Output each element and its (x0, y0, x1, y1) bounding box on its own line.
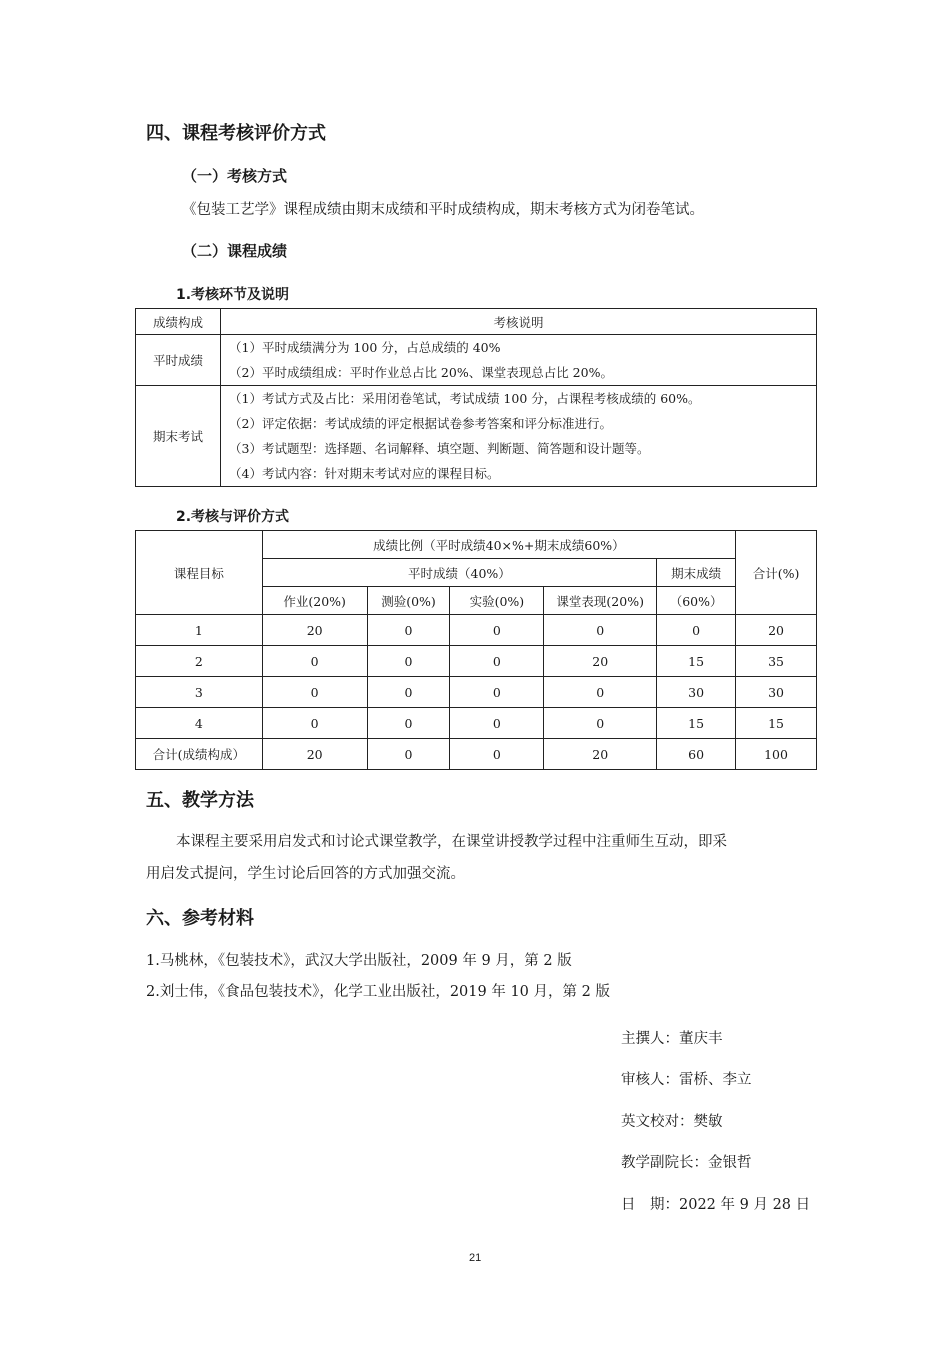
table1-header-description: 考核说明 (221, 309, 817, 335)
evaluation-table (135, 530, 817, 770)
subhead-quiz: 测验(0%) (367, 587, 450, 615)
desc-line: （2）评定依据：考试成绩的评定根据试卷参考答案和评分标准进行。 (229, 416, 612, 431)
head-final: 期末成绩 (657, 559, 736, 587)
cell: 30 (657, 677, 736, 708)
signoff-dean: 教学副院长：金银哲 (621, 1155, 752, 1171)
cell: 60 (657, 739, 736, 770)
assessment-table (135, 308, 817, 487)
desc-line: （4）考试内容：针对期末考试对应的课程目标。 (229, 466, 500, 481)
cell: 0 (544, 677, 657, 708)
head-final-pct: （60%） (657, 587, 736, 615)
cell: 0 (367, 615, 450, 646)
section4-title: 四、课程考核评价方式 (146, 123, 326, 144)
cell: 100 (736, 739, 817, 770)
desc-line: （3）考试题型：选择题、名词解释、填空题、判断题、简答题和设计题等。 (229, 441, 650, 456)
cell: 0 (450, 739, 544, 770)
table1-row-desc (221, 386, 817, 487)
desc-line: （1）平时成绩满分为 100 分，占总成绩的 40% (229, 340, 501, 355)
signoff-english: 英文校对：樊敏 (621, 1114, 723, 1130)
cell: 合计(成绩构成） (136, 739, 263, 770)
desc-line: （1）考试方式及占比：采用闭卷笔试，考试成绩 100 分，占课程考核成绩的 60%。 (229, 391, 701, 406)
table1-header-component: 成绩构成 (136, 309, 221, 335)
cell: 15 (657, 646, 736, 677)
signoff-author: 主撰人：董庆丰 (621, 1031, 723, 1047)
cell: 20 (544, 739, 657, 770)
table1-row-desc (221, 335, 817, 386)
table-row (136, 646, 817, 677)
cell: 0 (450, 708, 544, 739)
cell: 15 (736, 708, 817, 739)
head-usual: 平时成绩（40%） (262, 559, 656, 587)
cell: 20 (262, 615, 367, 646)
table1-row-name: 平时成绩 (136, 335, 221, 386)
cell: 0 (544, 615, 657, 646)
cell: 0 (450, 677, 544, 708)
cell: 4 (136, 708, 263, 739)
cell: 0 (367, 739, 450, 770)
desc-line: （2）平时成绩组成：平时作业总占比 20%、课堂表现总占比 20%。 (229, 365, 613, 380)
subhead-class: 课堂表现(20%) (544, 587, 657, 615)
page-number: 21 (469, 1252, 482, 1264)
sub2-title: （二）课程成绩 (182, 242, 288, 260)
head-goal: 课程目标 (136, 531, 263, 615)
cell: 0 (262, 677, 367, 708)
head-total: 合计(%) (736, 531, 817, 615)
section6-title: 六、参考材料 (146, 908, 254, 929)
cell: 0 (262, 646, 367, 677)
cell: 30 (736, 677, 817, 708)
cell: 0 (450, 646, 544, 677)
cell: 0 (544, 708, 657, 739)
cell: 2 (136, 646, 263, 677)
subhead-homework: 作业(20%) (262, 587, 367, 615)
signoff-date: 日 期：2022 年 9 月 28 日 (621, 1197, 811, 1213)
table-row (136, 708, 817, 739)
signoff-reviewer: 审核人：雷桥、李立 (621, 1072, 752, 1088)
table-row (136, 615, 817, 646)
reference-item: 2.刘士伟，《食品包装技术》，化学工业出版社，2019 年 10 月，第 2 版 (146, 984, 610, 1000)
cell: 0 (262, 708, 367, 739)
cell: 20 (544, 646, 657, 677)
head-ratio: 成绩比例（平时成绩40×%+期末成绩60%） (262, 531, 735, 559)
cell: 0 (367, 677, 450, 708)
cell: 1 (136, 615, 263, 646)
cell: 0 (657, 615, 736, 646)
sub1-text: 《包装工艺学》课程成绩由期末成绩和平时成绩构成，期末考核方式为闭卷笔试。 (182, 202, 704, 218)
cell: 20 (262, 739, 367, 770)
cell: 15 (657, 708, 736, 739)
section5-line2: 用启发式提问，学生讨论后回答的方式加强交流。 (146, 866, 465, 882)
subhead-lab: 实验(0%) (450, 587, 544, 615)
section5-title: 五、教学方法 (146, 790, 254, 811)
table-row (136, 739, 817, 770)
table1-title: 1.考核环节及说明 (176, 287, 290, 303)
cell: 20 (736, 615, 817, 646)
table2-title: 2.考核与评价方式 (176, 509, 290, 525)
table1-row-name: 期末考试 (136, 386, 221, 487)
table-row (136, 677, 817, 708)
cell: 0 (367, 708, 450, 739)
cell: 0 (367, 646, 450, 677)
section5-line1: 本课程主要采用启发式和讨论式课堂教学，在课堂讲授教学过程中注重师生互动，即采 (176, 834, 727, 850)
sub1-title: （一）考核方式 (182, 167, 288, 185)
cell: 0 (450, 615, 544, 646)
cell: 35 (736, 646, 817, 677)
cell: 3 (136, 677, 263, 708)
reference-item: 1.马桃林，《包装技术》，武汉大学出版社，2009 年 9 月，第 2 版 (146, 953, 572, 969)
